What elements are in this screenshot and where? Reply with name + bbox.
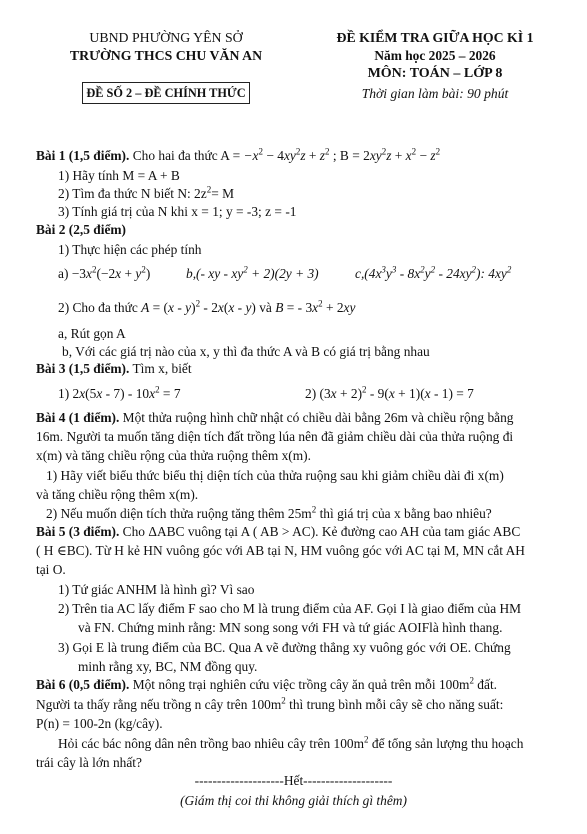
- bai4-q1a: 1) Hãy viết biểu thức biểu thị diện tích của thửa ruộng sau khi giảm chiều dài đi x(m): [46, 468, 504, 483]
- bai2-qc: $c,(4x^3y^3 - 8x^2y^2 - 24xy^2)$: $4xy^2$: [355, 264, 512, 281]
- bai4-title: Bài 4 (1 điểm).: [36, 410, 120, 425]
- bai1-q3: 3) Tính giá trị của N khi x = 1; y = -3; z = -1: [58, 204, 297, 219]
- bai2-q2: 2) Cho đa thức A = (x - y)$^2$ - 2x(x - y) và B = - $3x^2 + 2xy$: [58, 298, 356, 315]
- end-marker: --------------------Hết--------------------: [194, 773, 393, 788]
- bai1-q2: 2) Tìm đa thức N biết N: $2z^2= M$: [58, 184, 235, 201]
- bai2-title: Bài 2 (2,5 điểm): [36, 222, 127, 237]
- bai5-q3b: minh rằng xy, BC, NM đồng quy.: [78, 659, 258, 674]
- bai5-p1: Cho ΔABC vuông tại A ( AB > AC). Kẻ đường cao AH của tam giác ABC: [119, 524, 521, 539]
- bai1-line: [36, 148, 440, 164]
- bai6-p2: Người ta thấy rằng nếu trồng n cây trên $100m^2$ thì trung bình mỗi cây sẽ cho năng suất:: [36, 695, 504, 712]
- bai5-p3: tại O.: [36, 562, 66, 577]
- bai2-qb: b,(- xy - $xy^2 + 2)(2y + 3)$: [186, 264, 319, 281]
- bai4-q2: 2) Nếu muốn diện tích thửa ruộng tăng thêm $25m^2$ thì giá trị của x bằng bao nhiêu?: [46, 504, 492, 521]
- bai6-line1: [36, 677, 497, 693]
- bai3-intro: Tìm x, biết: [129, 361, 192, 376]
- bai5-q2a: 2) Trên tia AC lấy điểm F sao cho M là trung điểm của AF. Gọi I là giao điểm của HM: [58, 601, 522, 616]
- bai2-q1: 1) Thực hiện các phép tính: [58, 242, 202, 257]
- header-school-authority: UBND PHƯỜNG YÊN SỞ: [89, 30, 243, 45]
- bai2-qa2: a, Rút gọn A: [58, 326, 126, 341]
- exam-code-box: ĐỀ SỐ 2 – ĐỀ CHÍNH THỨC: [82, 82, 250, 104]
- header-subject: MÔN: TOÁN – LỚP 8: [367, 66, 503, 81]
- bai4-line1: [36, 410, 514, 426]
- bai6-title: Bài 6 (0,5 điểm).: [36, 677, 130, 692]
- header-school-year: Năm học 2025 – 2026: [374, 48, 496, 63]
- bai5-title: Bài 5 (3 điểm).: [36, 524, 120, 539]
- bai1-intro: Cho hai đa thức $A = -x^2 - 4xy^2z + z^2$ ; $B = 2xy^2z + x^2 - z^2$: [132, 146, 441, 163]
- bai3-q2: 2) $(3x + 2)^2 - 9(x + 1)(x - 1) = 7$: [305, 384, 474, 401]
- bai6-p3: P(n) = 100-2n (kg/cây).: [36, 716, 163, 731]
- bai4-p1: Một thửa ruộng hình chữ nhật có chiều dài bằng 26m và chiều rộng bằng: [119, 410, 514, 425]
- bai4-q1b: và tăng chiều rộng thêm x(m).: [36, 487, 199, 502]
- bai5-q1: 1) Tứ giác ANHM là hình gì? Vì sao: [58, 582, 255, 597]
- bai1-title: Bài 1 (1,5 điểm).: [36, 148, 130, 163]
- bai1-q1: 1) Hãy tính M = A + B: [58, 168, 180, 183]
- bai3-title: Bài 3 (1,5 điểm).: [36, 361, 130, 376]
- bai6-p4: Hỏi các bác nông dân nên trồng bao nhiêu cây trên $100m^2$ để tổng sản lượng thu hoạch: [58, 734, 524, 751]
- bai4-p2: 16m. Người ta muốn tăng diện tích đất trồng lúa nên đã giảm chiều dài của thửa ruộng đi: [36, 429, 514, 444]
- footer-note: (Giám thị coi thi không giải thích gì thêm): [180, 793, 407, 808]
- bai6-p1: Một nông trại nghiên cứu việc trồng cây ăn quả trên mỗi $100m^2$ đất.: [129, 675, 498, 692]
- header-exam-title: ĐỀ KIỂM TRA GIỮA HỌC KÌ 1: [336, 30, 534, 45]
- bai2-qb2: b, Với các giá trị nào của x, y thì đa thức A và B có giá trị bằng nhau: [62, 344, 430, 359]
- header-duration: Thời gian làm bài: 90 phút: [361, 86, 509, 101]
- bai4-p3: x(m) và tăng chiều rộng của thửa ruộng thêm x(m).: [36, 448, 311, 463]
- bai2-qa: $a) -3x^2(-2x + y^2)$: [58, 264, 151, 281]
- bai5-q3a: 3) Gọi E là trung điểm của BC. Qua A vẽ đường thẳng xy vuông góc với OE. Chứng: [58, 640, 511, 655]
- bai5-p2: ( H ∈BC). Từ H kẻ HN vuông góc với AB tại N, HM vuông góc với AC tại M, MN cắt AH: [36, 543, 525, 558]
- bai5-q2b: và FN. Chứng minh rằng: MN song song với FH và tứ giác AOIFlà hình thang.: [78, 620, 503, 635]
- bai3-line: [36, 361, 192, 377]
- bai6-p5: trái cây là lớn nhất?: [36, 755, 142, 770]
- header-school-name: TRƯỜNG THCS CHU VĂN AN: [69, 48, 263, 63]
- bai5-line1: [36, 524, 520, 540]
- bai3-q1: 1) $2x(5x - 7) - 10x^2 = 7$: [58, 384, 181, 401]
